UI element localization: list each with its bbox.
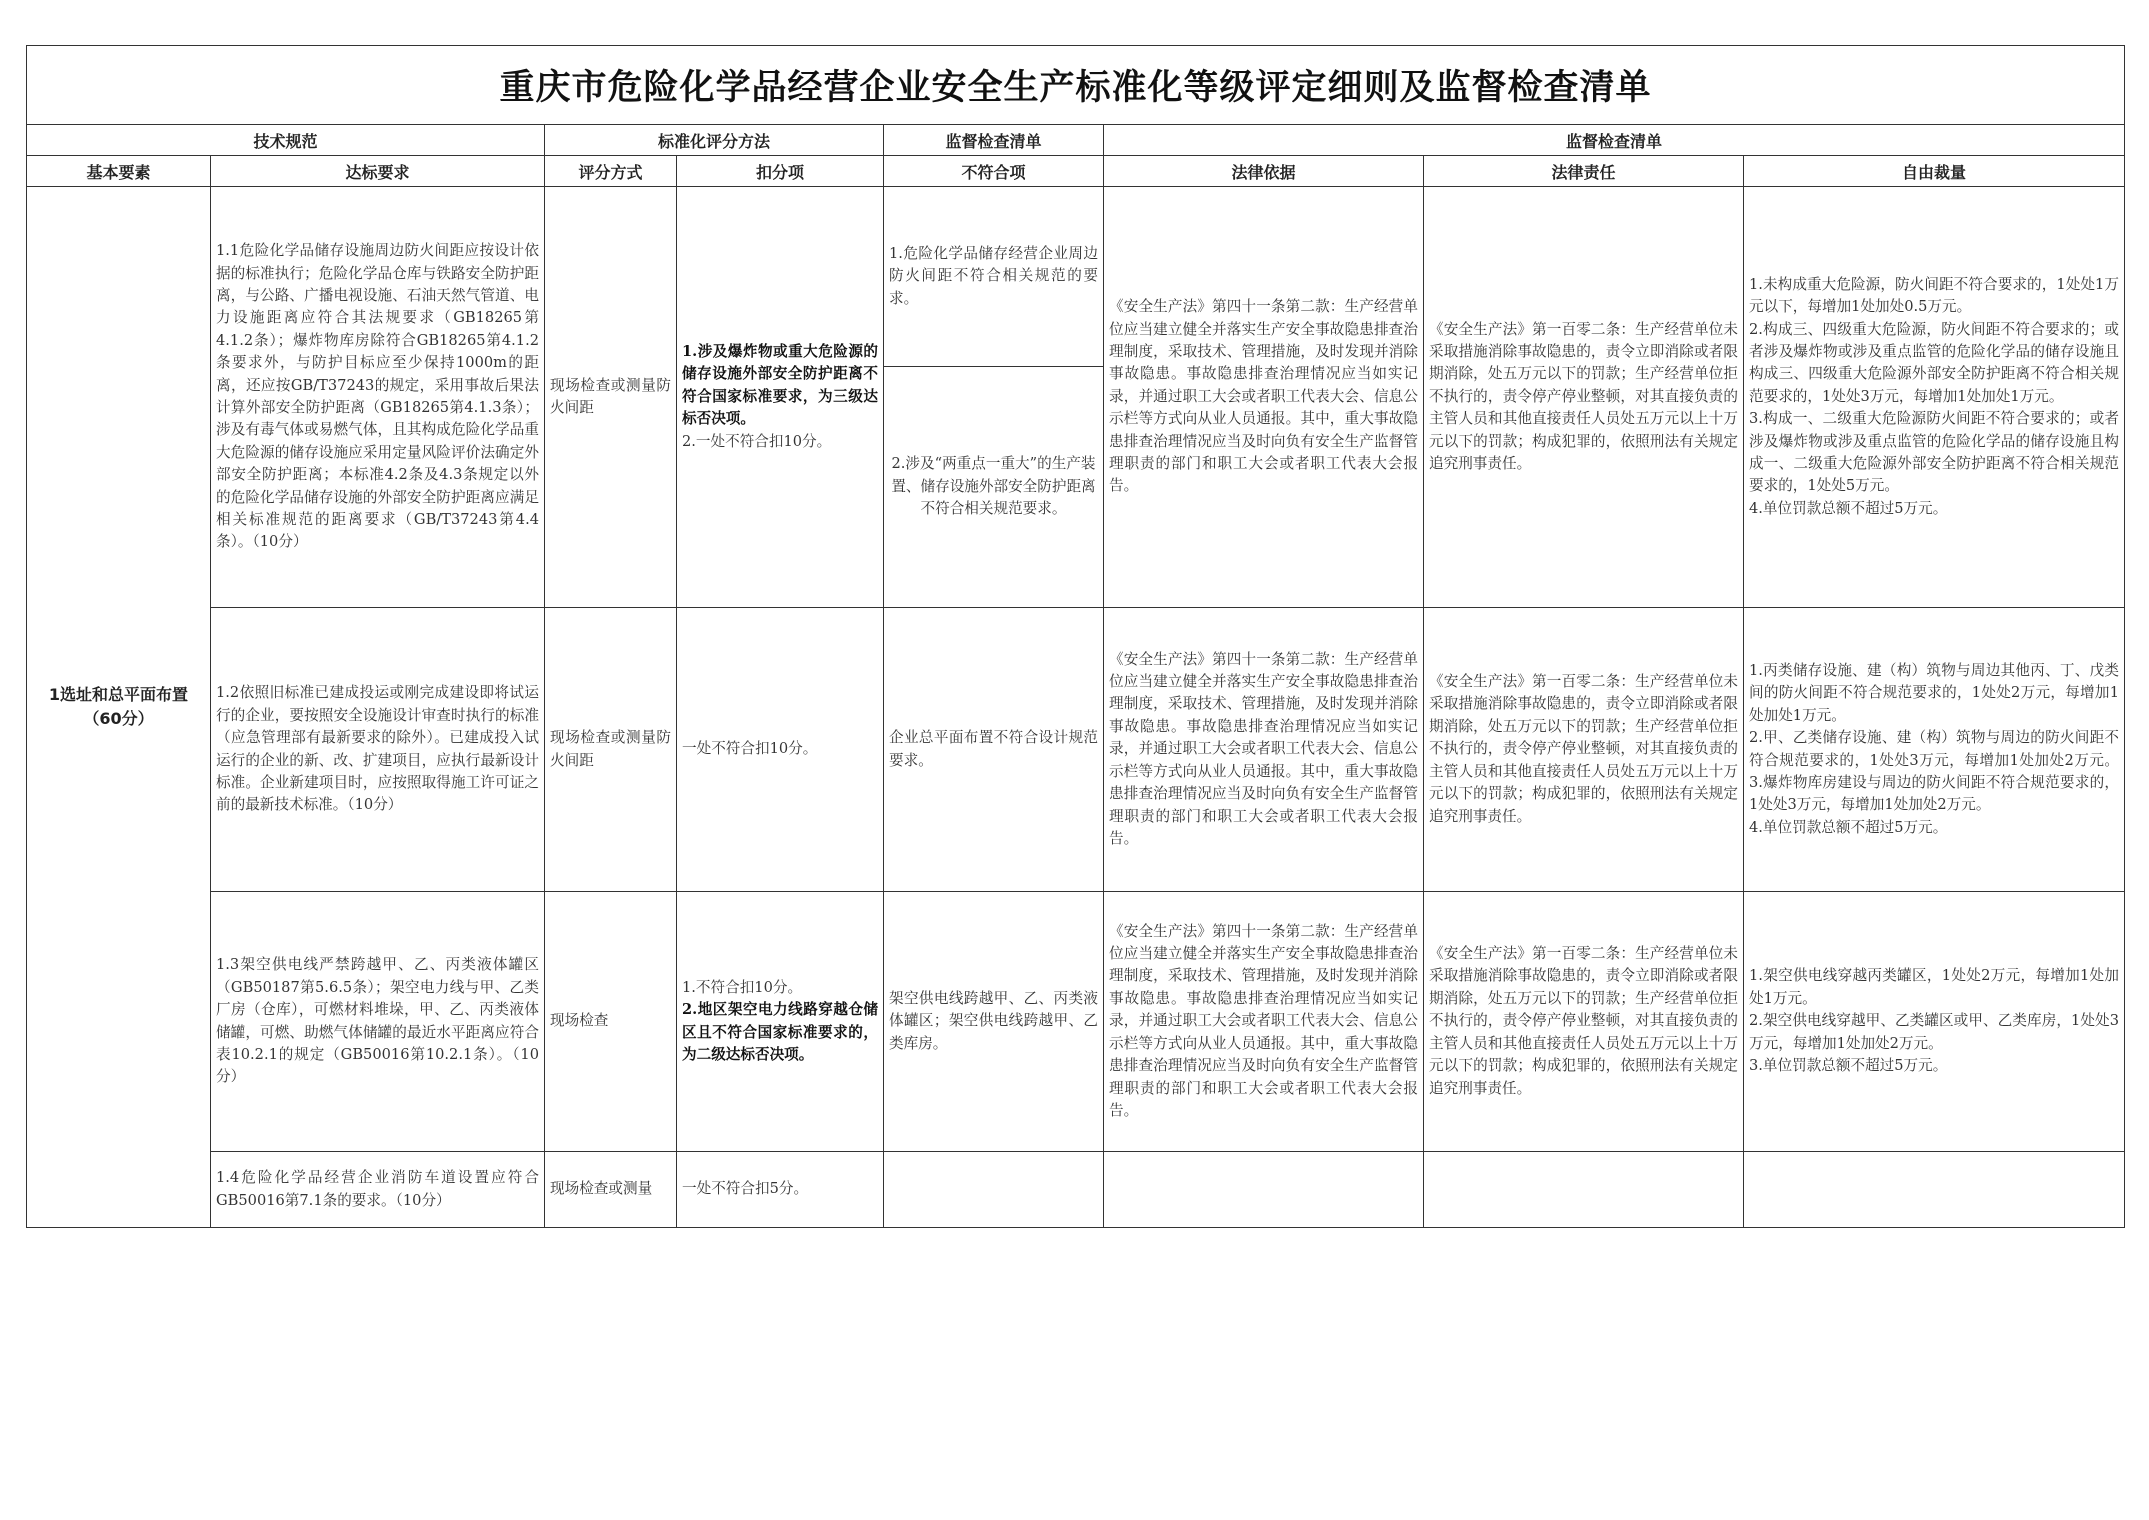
group-inspection-list-2: 监督检查清单 bbox=[1104, 125, 2125, 156]
discretion-cell bbox=[1744, 608, 2125, 892]
discretion-item: 1.丙类储存设施、建（构）筑物与周边其他丙、丁、戊类间的防火间距不符合规范要求的，1处处2万元，每增加1处加处1万元。 bbox=[1749, 661, 2120, 724]
score-method-cell: 现场检查 bbox=[545, 892, 677, 1152]
legal-basis-cell: 《安全生产法》第四十一条第二款：生产经营单位应当建立健全并落实生产安全事故隐患排查治理制度，采取技术、管理措施，及时发现并消除事故隐患。事故隐患排查治理情况应当如实记录，并通过职工大会或者职工代表大会、信息公示栏等方式向从业人员通报。其中，重大事故隐患排查治理情况应当及时向负有安全生产监督管理职责的部门和职工大会或者职工代表大会报告。 bbox=[1104, 608, 1424, 892]
legal-basis-cell: 《安全生产法》第四十一条第二款：生产经营单位应当建立健全并落实生产安全事故隐患排查治理制度，采取技术、管理措施，及时发现并消除事故隐患。事故隐患排查治理情况应当如实记录，并通过职工大会或者职工代表大会、信息公示栏等方式向从业人员通报。其中，重大事故隐患排查治理情况应当及时向负有安全生产监督管理职责的部门和职工大会或者职工代表大会报告。 bbox=[1104, 187, 1424, 608]
deduction-item: 一处不符合扣10分。 bbox=[682, 740, 818, 758]
discretion-item: 4.单位罚款总额不超过5万元。 bbox=[1749, 499, 1948, 517]
legal-liability-cell: 《安全生产法》第一百零二条：生产经营单位未采取措施消除事故隐患的，责令立即消除或者限期消除，处五万元以下的罚款；生产经营单位拒不执行的，责令停产停业整顿，对其直接负责的主管人员和其他直接责任人员处五万元以上十万元以下的罚款；构成犯罪的，依照刑法有关规定追究刑事责任。 bbox=[1424, 187, 1744, 608]
legal-basis-cell bbox=[1104, 1152, 1424, 1228]
document-sheet bbox=[26, 45, 2124, 1228]
header-legal-basis: 法律依据 bbox=[1104, 156, 1424, 187]
legal-liability-cell: 《安全生产法》第一百零二条：生产经营单位未采取措施消除事故隐患的，责令立即消除或者限期消除，处五万元以下的罚款；生产经营单位拒不执行的，责令停产停业整顿，对其直接负责的主管人员和其他直接责任人员处五万元以上十万元以下的罚款；构成犯罪的，依照刑法有关规定追究刑事责任。 bbox=[1424, 608, 1744, 892]
requirement-cell: 1.4危险化学品经营企业消防车道设置应符合GB50016第7.1条的要求。（10分） bbox=[211, 1152, 545, 1228]
discretion-cell bbox=[1744, 1152, 2125, 1228]
deduction-cell bbox=[677, 1152, 884, 1228]
header-element: 基本要素 bbox=[27, 156, 211, 187]
discretion-item: 1.架空供电线穿越丙类罐区，1处处2万元，每增加1处加处1万元。 bbox=[1749, 967, 2120, 1007]
title-row bbox=[27, 46, 2125, 125]
nonconformity-cell: 企业总平面布置不符合设计规范要求。 bbox=[884, 608, 1104, 892]
legal-liability-cell: 《安全生产法》第一百零二条：生产经营单位未采取措施消除事故隐患的，责令立即消除或者限期消除，处五万元以下的罚款；生产经营单位拒不执行的，责令停产停业整顿，对其直接负责的主管人员和其他直接责任人员处五万元以上十万元以下的罚款；构成犯罪的，依照刑法有关规定追究刑事责任。 bbox=[1424, 892, 1744, 1152]
legal-basis-cell: 《安全生产法》第四十一条第二款：生产经营单位应当建立健全并落实生产安全事故隐患排查治理制度，采取技术、管理措施，及时发现并消除事故隐患。事故隐患排查治理情况应当如实记录，并通过职工大会或者职工代表大会、信息公示栏等方式向从业人员通报。其中，重大事故隐患排查治理情况应当及时向负有安全生产监督管理职责的部门和职工大会或者职工代表大会报告。 bbox=[1104, 892, 1424, 1152]
header-legal-liability: 法律责任 bbox=[1424, 156, 1744, 187]
header-score-method: 评分方式 bbox=[545, 156, 677, 187]
nonconformity-cell bbox=[884, 1152, 1104, 1228]
table-row bbox=[27, 892, 2125, 1152]
header-nonconformity: 不符合项 bbox=[884, 156, 1104, 187]
nonconformity-cell: 1.危险化学品储存经营企业周边防火间距不符合相关规范的要求。 bbox=[884, 187, 1104, 367]
deduction-item: 1.涉及爆炸物或重大危险源的储存设施外部安全防护距离不符合国家标准要求，为三级达标否决项。 bbox=[682, 342, 878, 428]
deduction-item: 2.一处不符合扣10分。 bbox=[682, 432, 832, 450]
table-row bbox=[27, 608, 2125, 892]
requirement-cell: 1.2依照旧标准已建成投运或刚完成建设即将试运行的企业，要按照安全设施设计审查时执行的标准（应急管理部有最新要求的除外）。已建成投入试运行的企业的新、改、扩建项目，应执行最新设计标准。企业新建项目时，应按照取得施工许可证之前的最新技术标准。（10分） bbox=[211, 608, 545, 892]
deduction-cell bbox=[677, 608, 884, 892]
page-title: 重庆市危险化学品经营企业安全生产标准化等级评定细则及监督检查清单 bbox=[27, 46, 2125, 125]
column-header-row bbox=[27, 156, 2125, 187]
score-method-cell: 现场检查或测量防火间距 bbox=[545, 187, 677, 608]
requirement-cell: 1.1危险化学品储存设施周边防火间距应按设计依据的标准执行；危险化学品仓库与铁路安全防护距离，与公路、广播电视设施、石油天然气管道、电力设施距离应符合其法规要求（GB18265第4.1.2条）；爆炸物库房除符合GB18265第4.1.2条要求外，与防护目标应至少保持1000m的距离，还应按GB/T37243的规定，采用事故后果法计算外部安全防护距离（GB18265第4.1.3条）；涉及有毒气体或易燃气体，且其构成危险化学品重大危险源的储存设施应采用定量风险评价法确定外部安全防护距离；本标准4.2条及4.3条规定以外的危险化学品储存设施的外部安全防护距离应满足相关标准规范的距离要求（GB/T37243第4.4条）。（10分） bbox=[211, 187, 545, 608]
nonconformity-cell: 架空供电线跨越甲、乙、丙类液体罐区；架空供电线跨越甲、乙类库房。 bbox=[884, 892, 1104, 1152]
deduction-item: 1.不符合扣10分。 bbox=[682, 978, 803, 996]
deduction-item: 2.地区架空电力线路穿越仓储区且不符合国家标准要求的，为二级达标否决项。 bbox=[682, 1001, 878, 1063]
discretion-item: 4.单位罚款总额不超过5万元。 bbox=[1749, 818, 1948, 836]
group-tech-spec: 技术规范 bbox=[27, 125, 545, 156]
discretion-cell bbox=[1744, 187, 2125, 608]
requirement-cell: 1.3架空供电线严禁跨越甲、乙、丙类液体罐区（GB50187第5.6.5条）；架空电力线与甲、乙类厂房（仓库），可燃材料堆垛，甲、乙、丙类液体储罐，可燃、助燃气体储罐的最近水平距离应符合表10.2.1的规定（GB50016第10.2.1条）。（10分） bbox=[211, 892, 545, 1152]
basic-element-cell bbox=[27, 187, 211, 1228]
element-score: （60分） bbox=[83, 709, 154, 728]
discretion-item: 2.构成三、四级重大危险源，防火间距不符合要求的；或者涉及爆炸物或涉及重点监管的危险化学品的储存设施且构成三、四级重大危险源外部安全防护距离不符合相关规范要求的，1处处3万元，每增加1处加处1万元。 bbox=[1749, 320, 2120, 405]
element-name: 1选址和总平面布置 bbox=[48, 685, 189, 704]
discretion-cell bbox=[1744, 892, 2125, 1152]
score-method-cell: 现场检查或测量防火间距 bbox=[545, 608, 677, 892]
nonconformity-cell: 2.涉及“两重点一重大”的生产装置、储存设施外部安全防护距离不符合相关规范要求。 bbox=[884, 367, 1104, 608]
group-inspection-list-1: 监督检查清单 bbox=[884, 125, 1104, 156]
deduction-cell bbox=[677, 187, 884, 608]
discretion-item: 2.架空供电线穿越甲、乙类罐区或甲、乙类库房，1处处3万元，每增加1处加处2万元。 bbox=[1749, 1012, 2120, 1052]
group-scoring-method: 标准化评分方法 bbox=[545, 125, 884, 156]
table-row bbox=[27, 1152, 2125, 1228]
header-deduction: 扣分项 bbox=[677, 156, 884, 187]
discretion-item: 3.单位罚款总额不超过5万元。 bbox=[1749, 1057, 1948, 1075]
legal-liability-cell bbox=[1424, 1152, 1744, 1228]
score-method-cell: 现场检查或测量 bbox=[545, 1152, 677, 1228]
deduction-item: 一处不符合扣5分。 bbox=[682, 1180, 809, 1198]
inspection-table bbox=[26, 45, 2125, 1228]
table-row bbox=[27, 187, 2125, 367]
header-requirement: 达标要求 bbox=[211, 156, 545, 187]
deduction-cell bbox=[677, 892, 884, 1152]
discretion-item: 2.甲、乙类储存设施、建（构）筑物与周边的防火间距不符合规范要求的，1处处3万元，每增加1处加处2万元。3.爆炸物库房建设与周边的防火间距不符合规范要求的，1处处3万元，每增加1处加处2万元。 bbox=[1749, 729, 2120, 814]
discretion-item: 3.构成一、二级重大危险源防火间距不符合要求的；或者涉及爆炸物或涉及重点监管的危险化学品的储存设施且构成一、二级重大危险源外部安全防护距离不符合相关规范要求的，1处处5万元。 bbox=[1749, 410, 2120, 495]
group-header-row bbox=[27, 125, 2125, 156]
header-discretion: 自由裁量 bbox=[1744, 156, 2125, 187]
discretion-item: 1.未构成重大危险源，防火间距不符合要求的，1处处1万元以下，每增加1处加处0.5万元。 bbox=[1749, 275, 2120, 316]
